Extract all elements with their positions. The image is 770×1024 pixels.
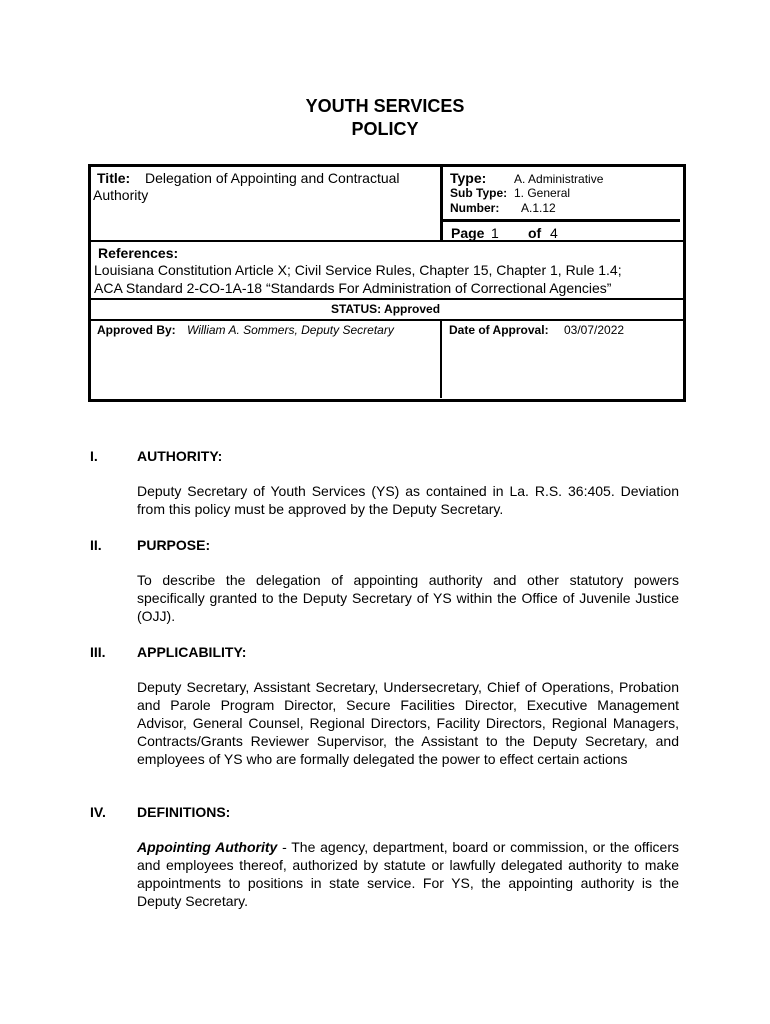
approved-by-value: William A. Sommers, Deputy Secretary — [187, 323, 394, 337]
divider-type-page — [441, 219, 680, 222]
number-value: A.1.12 — [521, 201, 556, 215]
title-value-cont: Authority — [93, 187, 149, 203]
subtype-label: Sub Type: — [450, 186, 508, 200]
date-of-approval-label: Date of Approval: — [449, 323, 549, 337]
definition-text: - The agency, department, board or commission, or the officers and employees thereof, authorized by statute or lawfully delegated authority to make appointments to positions in state service. For YS, the appointing authority is the Deputy Secretary. — [137, 839, 679, 909]
status-value: Approved — [384, 302, 441, 316]
section-number: I. — [90, 448, 98, 464]
definition-term: Appointing Authority — [137, 839, 278, 855]
document-title-line1: YOUTH SERVICES — [305, 96, 465, 116]
subtype-value: 1. General — [514, 186, 571, 200]
references-line1: Louisiana Constitution Article X; Civil Service Rules, Chapter 15, Chapter 1, Rule 1.4; — [94, 262, 622, 278]
section-paragraph-authority: Deputy Secretary of Youth Services (YS) as contained in La. R.S. 36:405. Deviation from this policy must be approved by the Deputy Secretary. — [137, 483, 679, 517]
type-label: Type: — [450, 170, 487, 186]
title-value: Delegation of Appointing and Contractual — [145, 170, 400, 186]
divider-vertical-top — [440, 166, 443, 241]
section-paragraph-purpose: To describe the delegation of appointing authority and other statutory powers specifically granted to the Deputy Secretary of YS within the Office of Juvenile Justice (OJJ). — [137, 572, 679, 624]
of-value: 4 — [550, 225, 558, 241]
divider-status-bottom — [88, 319, 683, 321]
references-line2: ACA Standard 2-CO-1A-18 “Standards For Administration of Correctional Agencies” — [94, 280, 612, 296]
divider-references-top — [88, 240, 683, 242]
section-number: II. — [90, 537, 102, 553]
status-row — [88, 302, 683, 316]
divider-vertical-bottom — [440, 320, 442, 398]
page-label: Page — [451, 225, 485, 241]
of-label: of — [528, 225, 542, 241]
section-number: IV. — [90, 804, 106, 820]
title-label: Title: — [97, 170, 131, 186]
document-title-line2: POLICY — [351, 119, 419, 139]
date-of-approval-value: 03/07/2022 — [564, 323, 625, 337]
section-title-definitions: DEFINITIONS: — [137, 804, 231, 820]
definition-appointing-authority — [137, 838, 679, 910]
type-value: A. Administrative — [514, 172, 604, 186]
section-title-authority: AUTHORITY: — [137, 448, 223, 464]
page-value: 1 — [491, 225, 499, 241]
section-number: III. — [90, 644, 106, 660]
references-label: References: — [98, 245, 179, 261]
section-paragraph-applicability: Deputy Secretary, Assistant Secretary, Undersecretary, Chief of Operations, Probation and Parole Program Director, Secure Facilities Director, Executive Management Advisor, General Counsel, Regional Directors, Facility Directors, Regional Managers, Contracts/Grants Reviewer Supervisor, the Assistant to the Deputy Secretary, and employees of YS who are formally delegated the power to effect certain actions — [137, 679, 679, 767]
approved-by-label: Approved By: — [97, 323, 176, 337]
section-title-applicability: APPLICABILITY: — [137, 644, 247, 660]
divider-status-top — [88, 298, 683, 300]
status-label: STATUS: — [330, 302, 382, 316]
number-label: Number: — [450, 201, 500, 215]
section-title-purpose: PURPOSE: — [137, 537, 211, 553]
